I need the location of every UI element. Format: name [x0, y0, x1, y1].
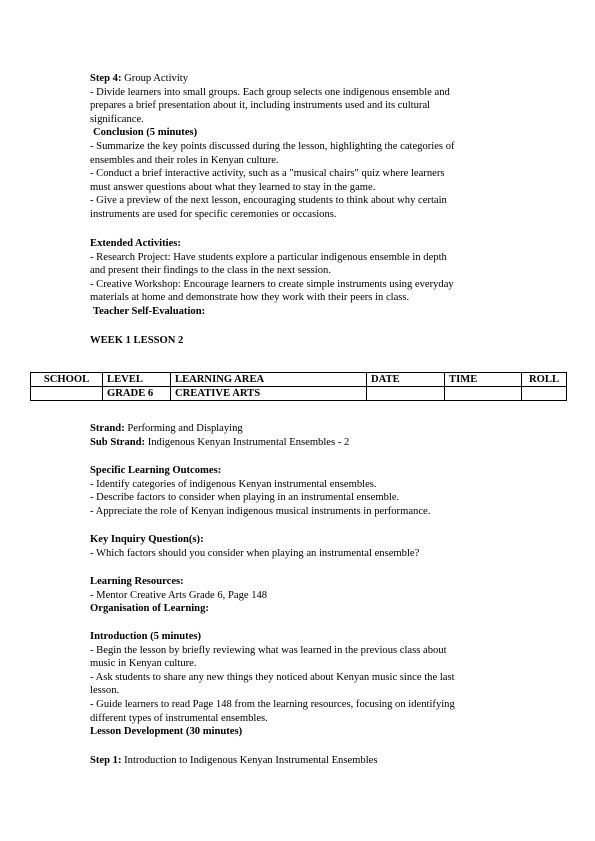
- introduction-line: lesson.: [90, 685, 120, 697]
- lesson-development-heading: Lesson Development (30 minutes): [90, 726, 243, 738]
- strand-section: [90, 422, 515, 449]
- step4-section: [90, 72, 515, 222]
- header-date: DATE: [367, 373, 445, 387]
- lesson-info-table: [30, 372, 567, 401]
- outcome-item: - Describe factors to consider when playing in an instrumental ensemble.: [90, 492, 400, 504]
- cell-school: [31, 387, 103, 401]
- table-row: [31, 387, 567, 401]
- substrand-line: Sub Strand: Indigenous Kenyan Instrumental Ensembles - 2: [90, 436, 350, 448]
- learning-outcomes-section: [90, 464, 515, 518]
- conclusion-heading: Conclusion (5 minutes): [93, 127, 198, 139]
- introduction-line: - Begin the lesson by briefly reviewing what was learned in the previous class about: [90, 644, 447, 656]
- conclusion-line: instruments are used for specific ceremonies or occasions.: [90, 208, 337, 220]
- resource-item: - Mentor Creative Arts Grade 6, Page 148: [90, 589, 268, 601]
- header-roll: ROLL: [522, 373, 567, 387]
- cell-level: GRADE 6: [103, 387, 171, 401]
- cell-time: [445, 387, 522, 401]
- outcomes-heading: Specific Learning Outcomes:: [90, 465, 222, 476]
- conclusion-line: - Summarize the key points discussed during the lesson, highlighting the categories of: [90, 140, 455, 152]
- resources-heading: Learning Resources:: [90, 576, 184, 587]
- extended-line: materials at home and demonstrate how they work with their peers in class.: [90, 292, 410, 304]
- header-school: SCHOOL: [31, 373, 103, 387]
- resources-section: [90, 575, 515, 616]
- introduction-line: music in Kenyan culture.: [90, 658, 197, 670]
- organisation-heading: Organisation of Learning:: [90, 603, 209, 615]
- cell-roll: [522, 387, 567, 401]
- self-evaluation-heading: Teacher Self-Evaluation:: [93, 305, 206, 317]
- extended-line: - Research Project: Have students explore a particular indigenous ensemble in depth: [90, 251, 447, 263]
- extended-heading: Extended Activities:: [90, 238, 181, 249]
- extended-line: - Creative Workshop: Encourage learners to create simple instruments using everyday: [90, 278, 454, 290]
- introduction-line: different types of instrumental ensembles.: [90, 712, 268, 724]
- inquiry-heading: Key Inquiry Question(s):: [90, 534, 204, 545]
- inquiry-section: [90, 533, 515, 560]
- cell-learning-area: CREATIVE ARTS: [171, 387, 367, 401]
- introduction-heading: Introduction (5 minutes): [90, 631, 202, 642]
- conclusion-line: ensembles and their roles in Kenyan culture.: [90, 154, 279, 166]
- step4-heading: Step 4: Group Activity: [90, 73, 189, 84]
- cell-date: [367, 387, 445, 401]
- conclusion-line: must answer questions about what they learned to stay in the game.: [90, 181, 376, 193]
- step4-line: - Divide learners into small groups. Each group selects one indigenous ensemble and: [90, 86, 450, 98]
- outcome-item: - Appreciate the role of Kenyan indigenous musical instruments in performance.: [90, 505, 431, 517]
- extended-activities-section: [90, 237, 515, 319]
- table-header-row: [31, 373, 567, 387]
- step1-heading: Step 1: Introduction to Indigenous Kenyan Instrumental Ensembles: [90, 755, 378, 766]
- extended-line: and present their findings to the class in the next session.: [90, 265, 331, 277]
- step4-line: prepares a brief presentation about it, including instruments used and its cultural: [90, 100, 431, 112]
- introduction-line: - Guide learners to read Page 148 from the learning resources, focusing on identifying: [90, 698, 455, 710]
- outcome-item: - Identify categories of indigenous Kenyan instrumental ensembles.: [90, 478, 377, 490]
- week-lesson-heading: WEEK 1 LESSON 2: [90, 335, 184, 346]
- step1-section: [90, 754, 515, 768]
- conclusion-line: - Conduct a brief interactive activity, such as a "musical chairs" quiz where learners: [90, 168, 445, 180]
- introduction-line: - Ask students to share any new things they noticed about Kenyan music since the last: [90, 671, 455, 683]
- strand-line: Strand: Performing and Displaying: [90, 423, 243, 434]
- header-level: LEVEL: [103, 373, 171, 387]
- inquiry-item: - Which factors should you consider when playing an instrumental ensemble?: [90, 547, 420, 559]
- header-learning-area: LEARNING AREA: [171, 373, 367, 387]
- header-time: TIME: [445, 373, 522, 387]
- step4-line: significance.: [90, 113, 144, 125]
- conclusion-line: - Give a preview of the next lesson, encouraging students to think about why certain: [90, 195, 447, 207]
- introduction-section: [90, 630, 515, 739]
